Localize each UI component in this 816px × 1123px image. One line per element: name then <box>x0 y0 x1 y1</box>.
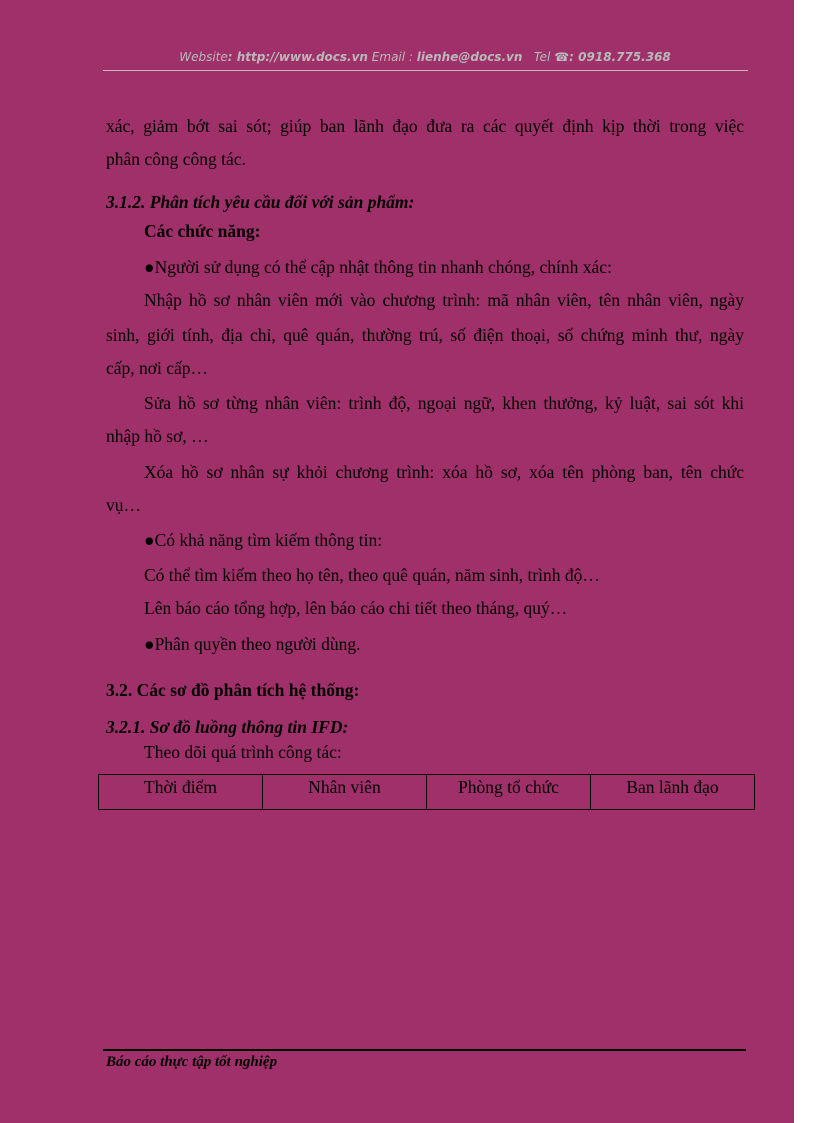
section-heading-3-1-2: 3.1.2. Phân tích yêu cầu đối với sản phẩm: <box>106 192 415 212</box>
table-header-cell: Ban lãnh đạo <box>591 775 755 810</box>
paragraph-line: Sửa hồ sơ từng nhân viên: trình độ, ngoại ngữ, khen thưởng, kỷ luật, sai sót khi <box>144 393 744 413</box>
section-heading-3-2-1: 3.2.1. Sơ đồ luồng thông tin IFD: <box>106 717 349 737</box>
header-phone: : 0918.775.368 <box>569 50 671 64</box>
header-website-label: Website <box>179 50 228 64</box>
paragraph-line: cấp, nơi cấp… <box>106 358 209 378</box>
bullet-update-info: ●Người sử dụng có thể cập nhật thông tin nhanh chóng, chính xác: <box>144 257 612 277</box>
paragraph-line: Có thể tìm kiếm theo họ tên, theo quê quán, năm sinh, trình độ… <box>144 565 600 585</box>
paragraph-line: Xóa hồ sơ nhân sự khỏi chương trình: xóa hồ sơ, xóa tên phòng ban, tên chức <box>144 462 744 482</box>
table-header-cell: Phòng tổ chức <box>427 775 591 810</box>
bullet-permissions: ●Phân quyền theo người dùng. <box>144 634 361 654</box>
functions-title: Các chức năng: <box>144 221 261 241</box>
paragraph-line: sinh, giới tính, địa chỉ, quê quán, thường trú, số điện thoại, số chứng minh thư, ngày <box>106 325 744 345</box>
page-margin <box>794 0 816 1123</box>
paragraph-line: phân công công tác. <box>106 149 246 169</box>
table-row <box>99 775 755 810</box>
bullet-search: ●Có khả năng tìm kiếm thông tin: <box>144 530 383 550</box>
header-divider <box>103 70 748 71</box>
section-heading-3-2: 3.2. Các sơ đồ phân tích hệ thống: <box>106 680 360 700</box>
table-header-cell: Thời điểm <box>99 775 263 810</box>
paragraph-line: Theo dõi quá trình công tác: <box>144 742 342 762</box>
header-website-url[interactable]: : http://www.docs.vn <box>227 50 368 64</box>
paragraph-line: vụ… <box>106 495 141 515</box>
paragraph-line: Lên báo cáo tổng hợp, lên báo cáo chi tiết theo tháng, quý… <box>144 598 568 618</box>
paragraph-line: Nhập hồ sơ nhân viên mới vào chương trình: mã nhân viên, tên nhân viên, ngày <box>144 290 744 310</box>
header-tel-label: Tel <box>533 50 555 64</box>
phone-icon: ☎ <box>554 50 570 64</box>
footer-title: Báo cáo thực tập tốt nghiệp <box>106 1054 278 1070</box>
paragraph-line: nhập hồ sơ, … <box>106 426 209 446</box>
footer-divider <box>103 1049 746 1051</box>
header-email-label: Email : <box>367 50 417 64</box>
paragraph-line: xác, giảm bớt sai sót; giúp ban lãnh đạo đưa ra các quyết định kịp thời trong việc <box>106 116 744 136</box>
table-header-cell: Nhân viên <box>263 775 427 810</box>
page-header <box>100 50 750 64</box>
ifd-header-table <box>98 774 755 810</box>
header-email[interactable]: lienhe@docs.vn <box>416 50 523 64</box>
